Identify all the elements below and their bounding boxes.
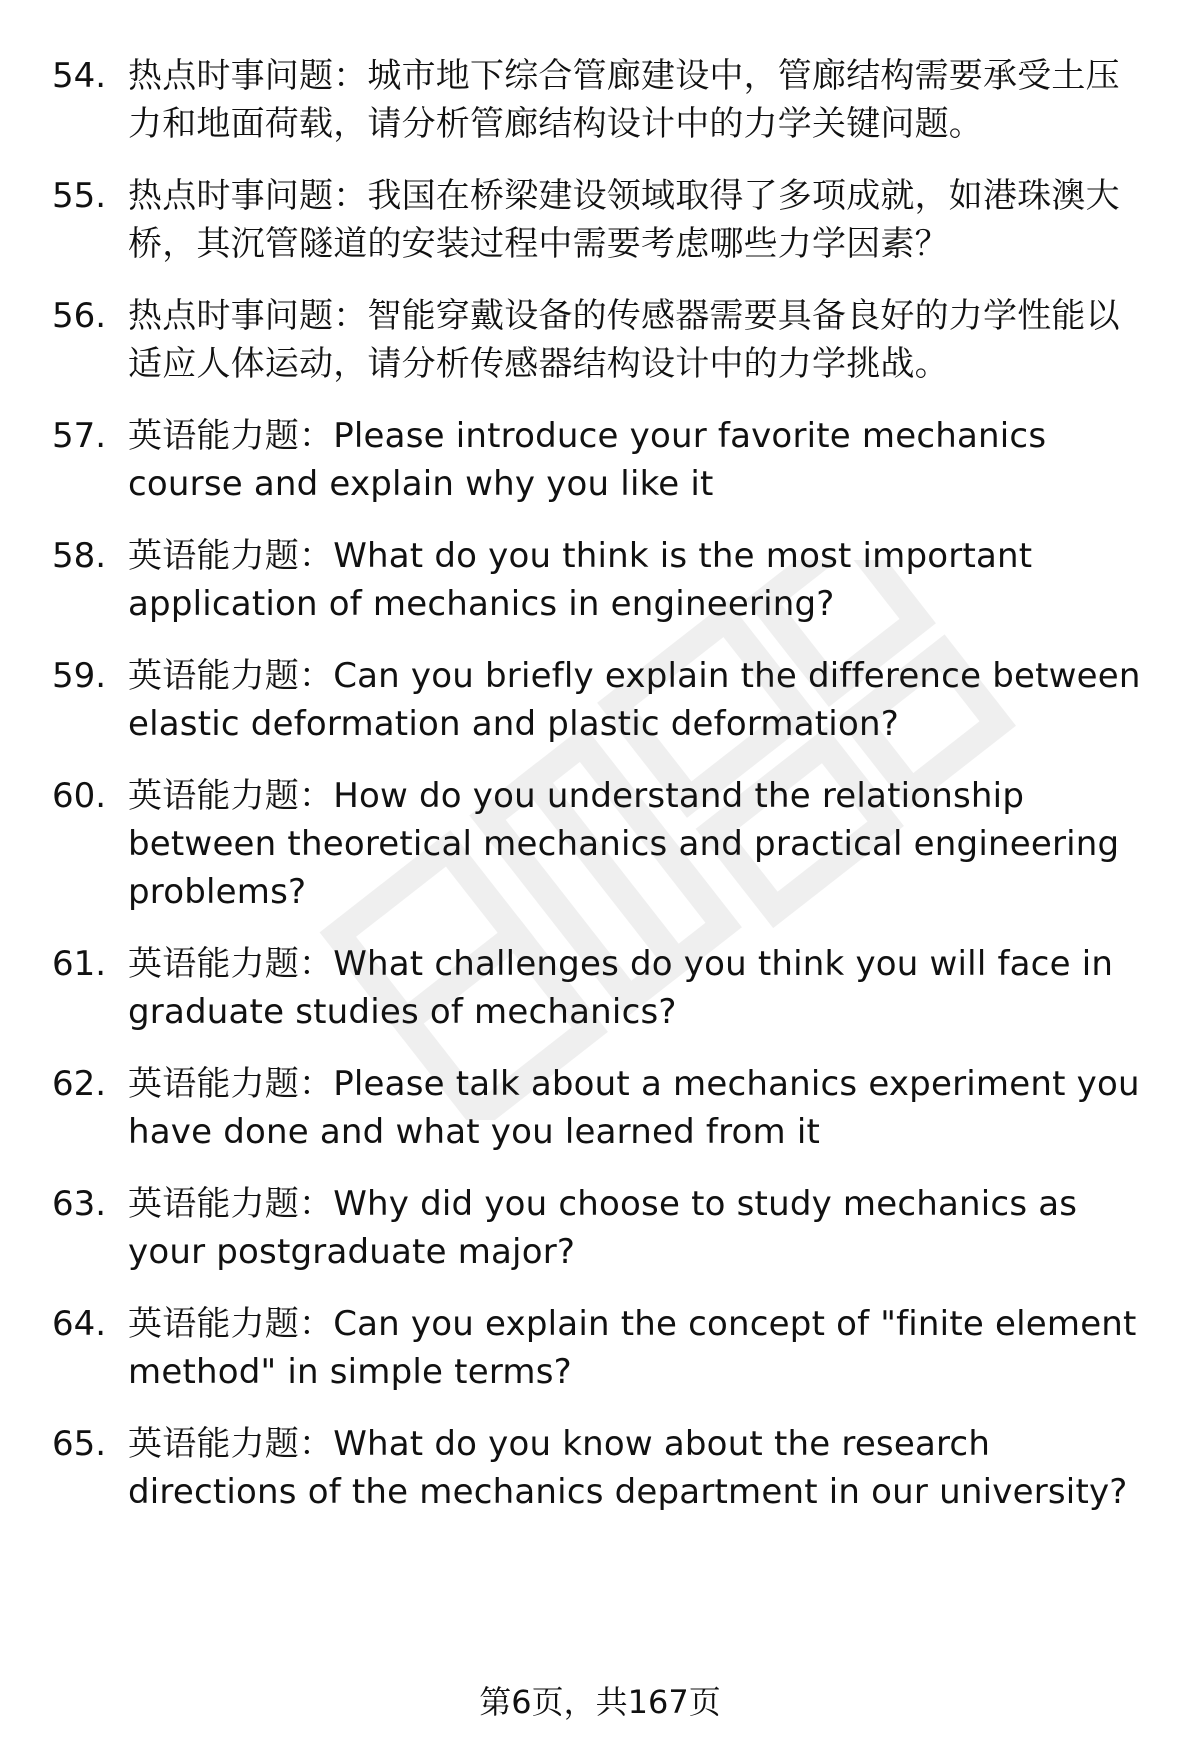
question-item <box>52 292 1148 388</box>
question-list <box>52 52 1148 1540</box>
question-number: 64. <box>52 1304 107 1344</box>
question-body <box>128 532 1148 628</box>
question-body <box>128 1300 1148 1396</box>
question-text: How do you understand the relationship between theoretical mechanics and practical engineering problems? <box>128 776 1120 912</box>
question-text: What challenges do you think you will face in graduate studies of mechanics? <box>128 944 1114 1032</box>
question-category: 热点时事问题： <box>128 176 368 216</box>
question-text: Please introduce your favorite mechanics course and explain why you like it <box>128 416 1047 504</box>
question-body <box>128 1180 1148 1276</box>
question-number: 62. <box>52 1064 107 1104</box>
question-body <box>128 940 1148 1036</box>
question-number: 57. <box>52 416 107 456</box>
question-text: 我国在桥梁建设领域取得了多项成就，如港珠澳大桥，其沉管隧道的安装过程中需要考虑哪些力学因素？ <box>128 176 1120 264</box>
question-body <box>128 412 1148 508</box>
question-category: 英语能力题： <box>128 776 334 816</box>
question-text: 智能穿戴设备的传感器需要具备良好的力学性能以适应人体运动，请分析传感器结构设计中的力学挑战。 <box>128 296 1120 384</box>
question-number: 55. <box>52 176 107 216</box>
question-item <box>52 940 1148 1036</box>
question-body <box>128 772 1148 916</box>
question-number: 58. <box>52 536 107 576</box>
question-item <box>52 1060 1148 1156</box>
page-number: 第6页，共167页 <box>479 1683 721 1721</box>
question-item <box>52 52 1148 148</box>
question-item <box>52 1180 1148 1276</box>
question-category: 英语能力题： <box>128 416 334 456</box>
question-number: 65. <box>52 1424 107 1464</box>
question-category: 英语能力题： <box>128 944 334 984</box>
question-category: 英语能力题： <box>128 1304 334 1344</box>
question-item <box>52 412 1148 508</box>
question-body <box>128 1060 1148 1156</box>
question-category: 英语能力题： <box>128 1064 334 1104</box>
question-text: Why did you choose to study mechanics as your postgraduate major? <box>128 1184 1078 1272</box>
question-item <box>52 1300 1148 1396</box>
question-category: 英语能力题： <box>128 536 334 576</box>
question-text: Can you briefly explain the difference between elastic deformation and plastic deformation? <box>128 656 1141 744</box>
question-body <box>128 652 1148 748</box>
question-item <box>52 172 1148 268</box>
question-body <box>128 292 1148 388</box>
question-number: 60. <box>52 776 107 816</box>
question-item <box>52 1420 1148 1516</box>
question-item <box>52 532 1148 628</box>
question-body <box>128 172 1148 268</box>
question-text: What do you know about the research directions of the mechanics department in our university? <box>128 1424 1128 1512</box>
question-category: 热点时事问题： <box>128 296 368 336</box>
question-number: 54. <box>52 56 107 96</box>
question-number: 63. <box>52 1184 107 1224</box>
question-category: 英语能力题： <box>128 1184 334 1224</box>
question-text: Please talk about a mechanics experiment you have done and what you learned from it <box>128 1064 1140 1152</box>
question-body <box>128 52 1148 148</box>
question-item <box>52 772 1148 916</box>
question-item <box>52 652 1148 748</box>
question-number: 61. <box>52 944 107 984</box>
question-text: What do you think is the most important application of mechanics in engineering? <box>128 536 1033 624</box>
question-category: 英语能力题： <box>128 656 334 696</box>
question-number: 59. <box>52 656 107 696</box>
question-category: 英语能力题： <box>128 1424 334 1464</box>
question-number: 56. <box>52 296 107 336</box>
question-body <box>128 1420 1148 1516</box>
question-category: 热点时事问题： <box>128 56 368 96</box>
question-text: 城市地下综合管廊建设中，管廊结构需要承受土压力和地面荷载，请分析管廊结构设计中的力学关键问题。 <box>128 56 1120 144</box>
question-text: Can you explain the concept of "finite element method" in simple terms? <box>128 1304 1137 1392</box>
